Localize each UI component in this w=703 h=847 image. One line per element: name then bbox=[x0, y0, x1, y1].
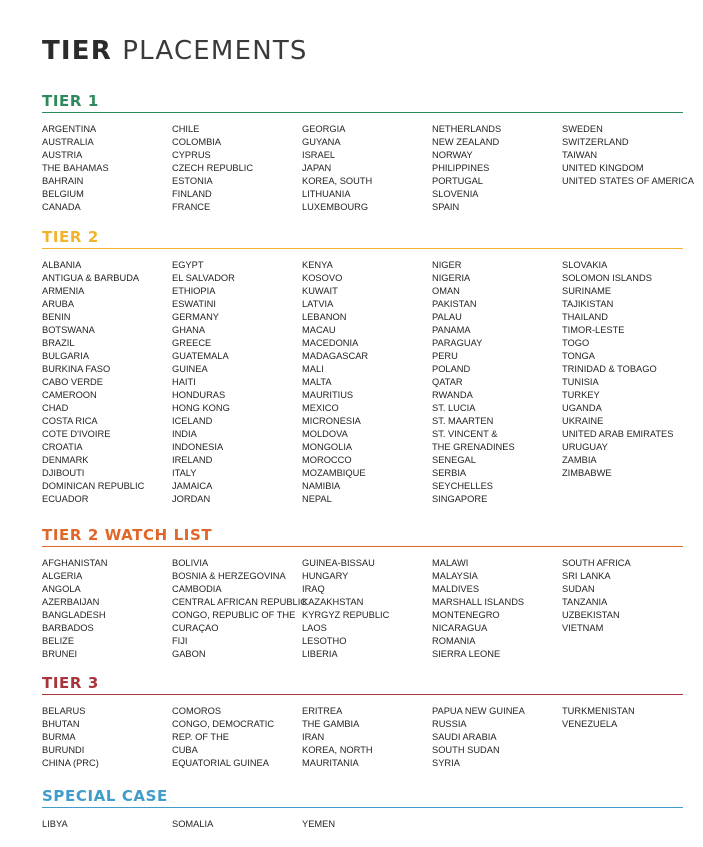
country-name: POLAND bbox=[432, 364, 471, 374]
country-columns bbox=[42, 705, 683, 770]
section-tier-1 bbox=[42, 92, 694, 214]
country-name: THE BAHAMAS bbox=[42, 163, 109, 173]
country-name: KENYA bbox=[302, 260, 333, 270]
country-name: BELIZE bbox=[42, 636, 75, 646]
country-name: MARSHALL ISLANDS bbox=[432, 597, 525, 607]
country-column bbox=[302, 123, 427, 214]
country-column bbox=[302, 259, 427, 506]
country-column bbox=[562, 259, 687, 480]
country-name: GUATEMALA bbox=[172, 351, 229, 361]
country-name: SWITZERLAND bbox=[562, 137, 629, 147]
section-tier-2 bbox=[42, 228, 683, 506]
country-name: BURMA bbox=[42, 732, 76, 742]
country-name: SWEDEN bbox=[562, 124, 603, 134]
country-name: THAILAND bbox=[562, 312, 608, 322]
page-title-light: PLACEMENTS bbox=[122, 36, 308, 66]
country-name: RUSSIA bbox=[432, 719, 467, 729]
country-name: BELGIUM bbox=[42, 189, 84, 199]
country-name: FINLAND bbox=[172, 189, 212, 199]
country-name: SIERRA LEONE bbox=[432, 649, 501, 659]
country-name: BRAZIL bbox=[42, 338, 75, 348]
country-column bbox=[172, 123, 297, 214]
country-name: PORTUGAL bbox=[432, 176, 483, 186]
country-columns bbox=[42, 123, 694, 214]
country-name: HONDURAS bbox=[172, 390, 226, 400]
country-name: OMAN bbox=[432, 286, 460, 296]
country-name: GUINEA-BISSAU bbox=[302, 558, 375, 568]
country-name: SLOVAKIA bbox=[562, 260, 608, 270]
country-name: MACAU bbox=[302, 325, 336, 335]
country-name: YEMEN bbox=[302, 819, 336, 829]
country-name: PAPUA NEW GUINEA bbox=[432, 706, 525, 716]
country-name: HAITI bbox=[172, 377, 196, 387]
country-name: IRAN bbox=[302, 732, 325, 742]
country-name: JAMAICA bbox=[172, 481, 213, 491]
country-name: AUSTRIA bbox=[42, 150, 83, 160]
country-name: MAURITANIA bbox=[302, 758, 359, 768]
country-name: MICRONESIA bbox=[302, 416, 361, 426]
country-name: COTE D'IVOIRE bbox=[42, 429, 111, 439]
country-name: EGYPT bbox=[172, 260, 204, 270]
country-name: THE GRENADINES bbox=[432, 442, 515, 452]
country-name: CHAD bbox=[42, 403, 69, 413]
country-name: MALAWI bbox=[432, 558, 469, 568]
country-name: CYPRUS bbox=[172, 150, 211, 160]
country-name: MOROCCO bbox=[302, 455, 352, 465]
country-name: BELARUS bbox=[42, 706, 86, 716]
country-name: AZERBAIJAN bbox=[42, 597, 100, 607]
country-name: LITHUANIA bbox=[302, 189, 351, 199]
country-name: ST. LUCIA bbox=[432, 403, 476, 413]
country-name: PANAMA bbox=[432, 325, 471, 335]
country-name: SINGAPORE bbox=[432, 494, 488, 504]
country-name: ALBANIA bbox=[42, 260, 82, 270]
country-columns bbox=[42, 557, 683, 661]
section-heading-tier-1: TIER 1 bbox=[42, 92, 683, 113]
country-name: ALGERIA bbox=[42, 571, 83, 581]
country-name: EL SALVADOR bbox=[172, 273, 235, 283]
country-name: CAMEROON bbox=[42, 390, 97, 400]
country-name: DJIBOUTI bbox=[42, 468, 85, 478]
country-name: TRINIDAD & TOBAGO bbox=[562, 364, 657, 374]
country-name: BRUNEI bbox=[42, 649, 78, 659]
country-name: SERBIA bbox=[432, 468, 467, 478]
country-column bbox=[432, 123, 557, 214]
country-name: BURKINA FASO bbox=[42, 364, 111, 374]
country-name: SURINAME bbox=[562, 286, 612, 296]
country-name: ZAMBIA bbox=[562, 455, 597, 465]
country-name: KYRGYZ REPUBLIC bbox=[302, 610, 390, 620]
country-name: COLOMBIA bbox=[172, 137, 222, 147]
country-name: KAZAKHSTAN bbox=[302, 597, 364, 607]
country-name: COSTA RICA bbox=[42, 416, 98, 426]
country-name: UNITED KINGDOM bbox=[562, 163, 644, 173]
country-name: EQUATORIAL GUINEA bbox=[172, 758, 269, 768]
country-name: MOZAMBIQUE bbox=[302, 468, 366, 478]
country-name: NICARAGUA bbox=[432, 623, 488, 633]
country-name: SYRIA bbox=[432, 758, 460, 768]
country-name: QATAR bbox=[432, 377, 463, 387]
country-name: TONGA bbox=[562, 351, 595, 361]
country-name: MALDIVES bbox=[432, 584, 480, 594]
country-name: CUBA bbox=[172, 745, 198, 755]
country-name: CZECH REPUBLIC bbox=[172, 163, 254, 173]
country-columns bbox=[42, 259, 683, 506]
country-column bbox=[42, 259, 167, 506]
country-name: NIGER bbox=[432, 260, 462, 270]
country-name: HONG KONG bbox=[172, 403, 230, 413]
country-column bbox=[562, 123, 694, 188]
country-column bbox=[302, 557, 427, 661]
country-name: BENIN bbox=[42, 312, 71, 322]
country-name: MONTENEGRO bbox=[432, 610, 500, 620]
country-column bbox=[302, 818, 427, 831]
country-name: REP. OF THE bbox=[172, 732, 230, 742]
country-name: NAMIBIA bbox=[302, 481, 341, 491]
country-name: UNITED ARAB EMIRATES bbox=[562, 429, 674, 439]
country-column bbox=[172, 705, 297, 770]
country-name: ANGOLA bbox=[42, 584, 81, 594]
country-name: ICELAND bbox=[172, 416, 213, 426]
section-heading-tier-2: TIER 2 bbox=[42, 228, 683, 249]
country-name: LIBERIA bbox=[302, 649, 338, 659]
country-name: CENTRAL AFRICAN REPUBLIC bbox=[172, 597, 308, 607]
country-columns bbox=[42, 818, 683, 831]
country-name: SOUTH AFRICA bbox=[562, 558, 631, 568]
country-name: SUDAN bbox=[562, 584, 595, 594]
country-name: TURKMENISTAN bbox=[562, 706, 635, 716]
country-name: MADAGASCAR bbox=[302, 351, 369, 361]
country-name: SLOVENIA bbox=[432, 189, 479, 199]
country-name: AFGHANISTAN bbox=[42, 558, 108, 568]
country-name: BOSNIA & HERZEGOVINA bbox=[172, 571, 286, 581]
section-tier-3 bbox=[42, 674, 683, 770]
country-name: CANADA bbox=[42, 202, 81, 212]
country-name: SAUDI ARABIA bbox=[432, 732, 497, 742]
country-name: ARGENTINA bbox=[42, 124, 97, 134]
country-name: BULGARIA bbox=[42, 351, 90, 361]
country-name: MONGOLIA bbox=[302, 442, 353, 452]
country-name: JAPAN bbox=[302, 163, 332, 173]
country-name: VIETNAM bbox=[562, 623, 604, 633]
country-column bbox=[42, 705, 167, 770]
country-name: THE GAMBIA bbox=[302, 719, 360, 729]
country-name: BANGLADESH bbox=[42, 610, 106, 620]
country-column bbox=[42, 123, 167, 214]
country-name: DOMINICAN REPUBLIC bbox=[42, 481, 145, 491]
country-name: PALAU bbox=[432, 312, 462, 322]
section-special-case bbox=[42, 787, 683, 831]
country-name: ANTIGUA & BARBUDA bbox=[42, 273, 140, 283]
country-name: SEYCHELLES bbox=[432, 481, 493, 491]
country-column bbox=[172, 557, 308, 661]
country-name: UGANDA bbox=[562, 403, 602, 413]
country-name: CHINA (PRC) bbox=[42, 758, 99, 768]
country-name: LIBYA bbox=[42, 819, 68, 829]
country-column bbox=[42, 818, 167, 831]
page-title-bold: TIER bbox=[42, 36, 112, 66]
country-name: BHUTAN bbox=[42, 719, 80, 729]
country-name: MALTA bbox=[302, 377, 332, 387]
country-name: CROATIA bbox=[42, 442, 83, 452]
country-name: UZBEKISTAN bbox=[562, 610, 620, 620]
country-name: FIJI bbox=[172, 636, 188, 646]
country-name: TURKEY bbox=[562, 390, 600, 400]
country-column bbox=[562, 705, 687, 731]
country-name: TAIWAN bbox=[562, 150, 598, 160]
country-name: RWANDA bbox=[432, 390, 473, 400]
country-name: KOREA, NORTH bbox=[302, 745, 373, 755]
country-name: NEPAL bbox=[302, 494, 332, 504]
country-name: DENMARK bbox=[42, 455, 89, 465]
country-name: MALI bbox=[302, 364, 324, 374]
country-name: ESTONIA bbox=[172, 176, 213, 186]
country-name: KUWAIT bbox=[302, 286, 338, 296]
country-name: CABO VERDE bbox=[42, 377, 103, 387]
country-name: HUNGARY bbox=[302, 571, 349, 581]
country-name: ESWATINI bbox=[172, 299, 216, 309]
country-name: BOTSWANA bbox=[42, 325, 95, 335]
country-column bbox=[172, 818, 297, 831]
country-name: ARMENIA bbox=[42, 286, 85, 296]
country-name: VENEZUELA bbox=[562, 719, 618, 729]
country-column bbox=[562, 557, 687, 635]
country-name: LUXEMBOURG bbox=[302, 202, 369, 212]
country-name: JORDAN bbox=[172, 494, 211, 504]
section-heading-tier-3: TIER 3 bbox=[42, 674, 683, 695]
country-name: BAHRAIN bbox=[42, 176, 84, 186]
country-name: PHILIPPINES bbox=[432, 163, 490, 173]
country-name: NETHERLANDS bbox=[432, 124, 502, 134]
country-name: AUSTRALIA bbox=[42, 137, 94, 147]
country-name: NEW ZEALAND bbox=[432, 137, 500, 147]
country-name: ETHIOPIA bbox=[172, 286, 216, 296]
country-name: CAMBODIA bbox=[172, 584, 222, 594]
country-name: ROMANIA bbox=[432, 636, 476, 646]
country-name: LEBANON bbox=[302, 312, 347, 322]
page-title bbox=[42, 36, 308, 67]
country-column bbox=[432, 557, 557, 661]
country-name: ITALY bbox=[172, 468, 197, 478]
country-name: MEXICO bbox=[302, 403, 339, 413]
country-name: LESOTHO bbox=[302, 636, 347, 646]
country-name: CONGO, REPUBLIC OF THE bbox=[172, 610, 296, 620]
country-name: SRI LANKA bbox=[562, 571, 611, 581]
country-name: UNITED STATES OF AMERICA bbox=[562, 176, 694, 186]
country-name: CURAÇAO bbox=[172, 623, 219, 633]
country-name: NIGERIA bbox=[432, 273, 471, 283]
country-name: LAOS bbox=[302, 623, 327, 633]
country-column bbox=[432, 259, 557, 506]
country-name: INDIA bbox=[172, 429, 197, 439]
country-name: TOGO bbox=[562, 338, 590, 348]
country-name: KOREA, SOUTH bbox=[302, 176, 373, 186]
country-name: CHILE bbox=[172, 124, 200, 134]
country-name: UKRAINE bbox=[562, 416, 604, 426]
country-name: KOSOVO bbox=[302, 273, 343, 283]
country-column bbox=[302, 705, 427, 770]
country-name: NORWAY bbox=[432, 150, 473, 160]
country-name: SPAIN bbox=[432, 202, 460, 212]
country-name: GABON bbox=[172, 649, 206, 659]
country-name: BARBADOS bbox=[42, 623, 94, 633]
country-column bbox=[432, 705, 557, 770]
country-name: IRELAND bbox=[172, 455, 213, 465]
country-name: PERU bbox=[432, 351, 458, 361]
country-name: GUINEA bbox=[172, 364, 208, 374]
country-name: TUNISIA bbox=[562, 377, 599, 387]
country-name: TIMOR-LESTE bbox=[562, 325, 625, 335]
country-name: INDONESIA bbox=[172, 442, 224, 452]
country-name: IRAQ bbox=[302, 584, 325, 594]
country-name: FRANCE bbox=[172, 202, 211, 212]
country-name: SOLOMON ISLANDS bbox=[562, 273, 652, 283]
section-tier-2-watch-list bbox=[42, 526, 683, 661]
country-name: PAKISTAN bbox=[432, 299, 477, 309]
country-name: TANZANIA bbox=[562, 597, 608, 607]
country-name: GHANA bbox=[172, 325, 206, 335]
country-name: SOMALIA bbox=[172, 819, 214, 829]
country-name: GUYANA bbox=[302, 137, 341, 147]
country-name: MOLDOVA bbox=[302, 429, 348, 439]
country-name: ERITREA bbox=[302, 706, 343, 716]
country-name: ARUBA bbox=[42, 299, 75, 309]
section-heading-tier-2-watch-list: TIER 2 WATCH LIST bbox=[42, 526, 683, 547]
country-name: GEORGIA bbox=[302, 124, 346, 134]
country-name: ECUADOR bbox=[42, 494, 89, 504]
country-name: COMOROS bbox=[172, 706, 222, 716]
country-name: ST. MAARTEN bbox=[432, 416, 494, 426]
country-name: GERMANY bbox=[172, 312, 220, 322]
country-name: URUGUAY bbox=[562, 442, 608, 452]
country-name: SOUTH SUDAN bbox=[432, 745, 500, 755]
country-name: ZIMBABWE bbox=[562, 468, 612, 478]
country-name: MAURITIUS bbox=[302, 390, 354, 400]
country-name: BOLIVIA bbox=[172, 558, 209, 568]
country-name: CONGO, DEMOCRATIC bbox=[172, 719, 275, 729]
country-name: PARAGUAY bbox=[432, 338, 483, 348]
country-name: MACEDONIA bbox=[302, 338, 359, 348]
country-name: ISRAEL bbox=[302, 150, 336, 160]
country-name: BURUNDI bbox=[42, 745, 85, 755]
country-column bbox=[172, 259, 297, 506]
country-name: MALAYSIA bbox=[432, 571, 478, 581]
country-name: ST. VINCENT & bbox=[432, 429, 498, 439]
country-name: SENEGAL bbox=[432, 455, 476, 465]
section-heading-special-case: SPECIAL CASE bbox=[42, 787, 683, 808]
country-name: LATVIA bbox=[302, 299, 334, 309]
country-name: GREECE bbox=[172, 338, 212, 348]
country-name: TAJIKISTAN bbox=[562, 299, 614, 309]
country-column bbox=[42, 557, 167, 661]
